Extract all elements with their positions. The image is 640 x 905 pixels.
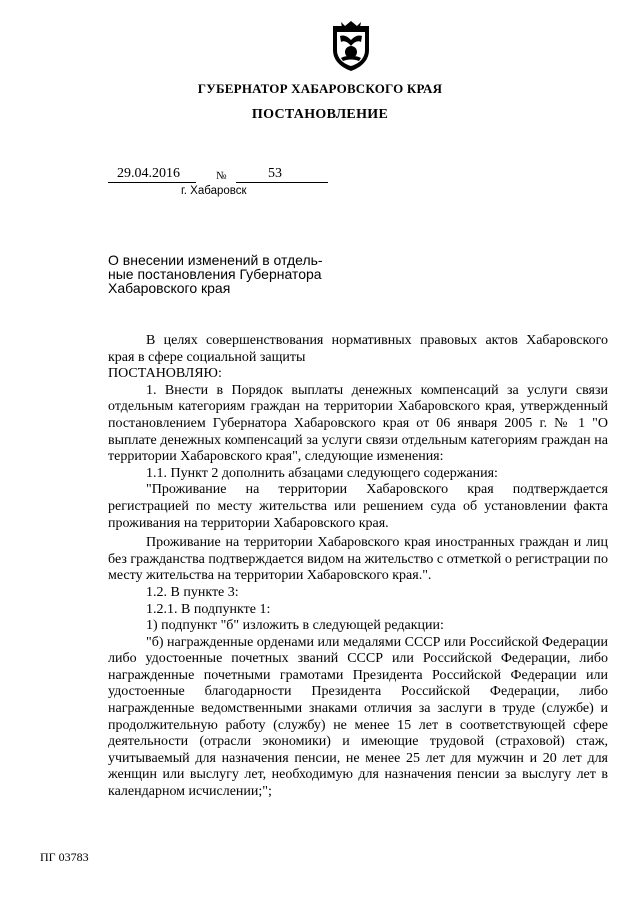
organization-title: ГУБЕРНАТОР ХАБАРОВСКОГО КРАЯ: [197, 81, 443, 96]
body-paragraph: В целях совершенствования нормативных правовых актов Хабаровского края в сфере социальной защиты: [108, 333, 608, 365]
document-body: [108, 333, 608, 801]
document-subject: [108, 253, 348, 295]
document-city: г. Хабаровск: [181, 185, 247, 197]
body-paragraph: "б) награжденные орденами или медалями СССР или Российской Федерации либо удостоенные почетных званий СССР или Российской Федерации, либо награжденные почетными грамотами Президента Российской Федерации или удостоенные благодарности Президента Российской Федерации, либо награжденные ведомственными знаками отличия за заслуги в труде (службе) и продолжительную работу (службу) не менее 15 лет в соответствующей сфере деятельности (отрасли экономики) и имеющие трудовой (страховой) стаж, учитываемый для назначения пенсии, не менее 25 лет для мужчин и 20 лет для женщин или выслугу лет, необходимую для назначения пенсии за выслугу лет в календарном исчислении;";: [108, 634, 608, 800]
body-paragraph: 1.2. В пункте 3:: [146, 584, 239, 600]
body-paragraph: 1. Внести в Порядок выплаты денежных компенсаций за услуги связи отдельным категориям граждан на территории Хабаровского края, утвержденный постановлением Губернатора Хабаровского края от 06 января 2005 г. № 1 "О выплате денежных компенсаций за услуги связи отдельным категориям граждан на территории Хабаровского края", следующие изменения:: [108, 382, 608, 465]
document-date: 29.04.2016: [108, 166, 196, 183]
number-sign: №: [216, 170, 227, 182]
footer-code: ПГ 03783: [40, 850, 89, 864]
body-paragraph: Проживание на территории Хабаровского края иностранных граждан и лиц без гражданства подтверждается видом на жительство с отметкой о регистрации по месту жительства на территории Хабаровского края.".: [108, 535, 608, 584]
body-paragraph: 1) подпункт "б" изложить в следующей редакции:: [146, 618, 444, 634]
body-paragraph: 1.1. Пункт 2 дополнить абзацами следующего содержания:: [146, 465, 498, 481]
body-paragraph: "Проживание на территории Хабаровского края подтверждается регистрацией по месту жительства или решением суда об установлении факта проживания на территории Хабаровского края.: [108, 482, 608, 531]
body-paragraph: 1.2.1. В подпункте 1:: [146, 601, 271, 617]
document-number: 53: [236, 166, 328, 183]
document-type-title: ПОСТАНОВЛЕНИЕ: [251, 107, 389, 122]
subject-line: Хабаровского края: [108, 280, 231, 296]
subject-line: ные постановления Губернатора: [108, 266, 322, 282]
body-paragraph-resolve: ПОСТАНОВЛЯЮ:: [108, 366, 222, 382]
khabarovsk-coat-of-arms-icon: [329, 20, 373, 72]
subject-line: О внесении изменений в отдель-: [108, 252, 323, 268]
